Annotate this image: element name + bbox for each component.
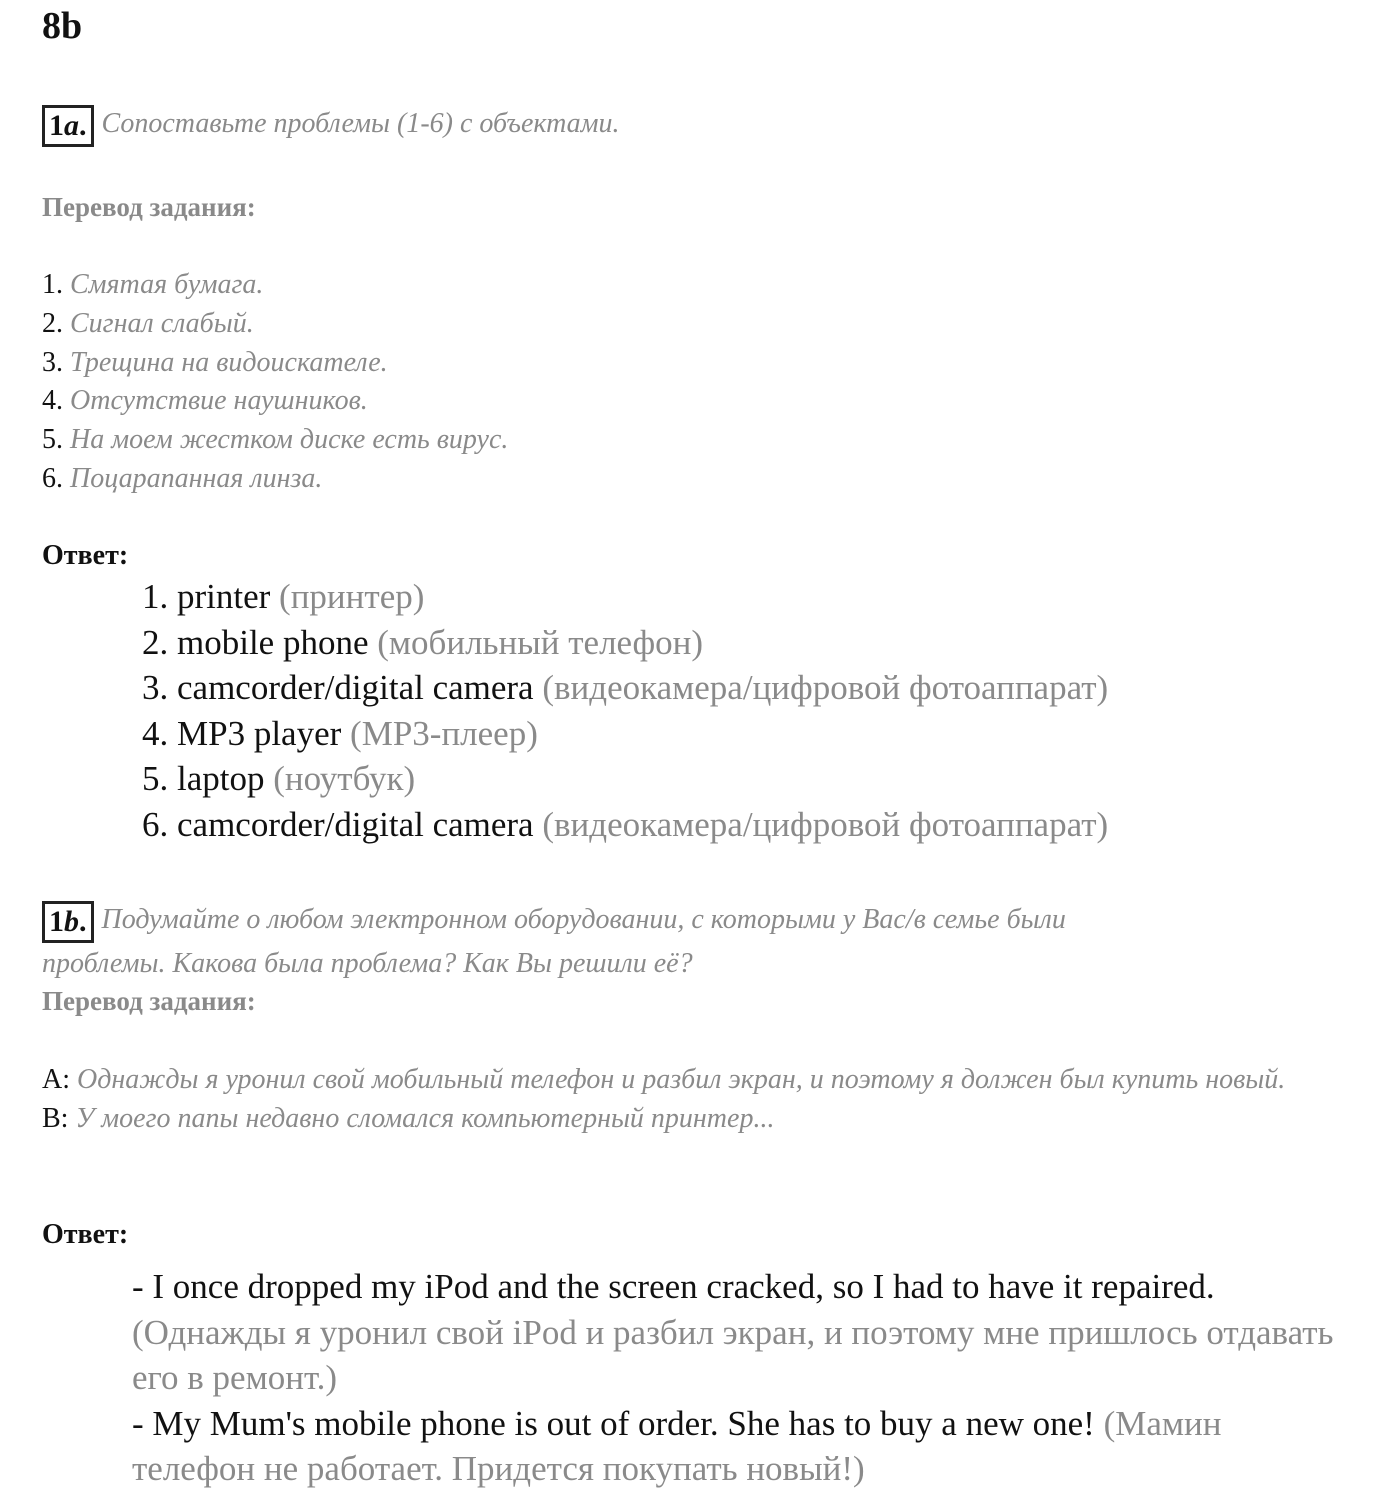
answer-item: 3. camcorder/digital camera (видеокамера/цифровой фотоаппарат) bbox=[142, 668, 1109, 707]
task-1a-items bbox=[42, 266, 508, 499]
list-item: 6. Поцарапанная линза. bbox=[42, 462, 323, 494]
task-1a-badge: 1a. bbox=[42, 105, 94, 147]
task-1a-instruction: Сопоставьте проблемы (1-6) с объектами. bbox=[101, 108, 620, 139]
answer-item: 6. camcorder/digital camera (видеокамера/цифровой фотоаппарат) bbox=[142, 804, 1109, 844]
task-1a-answer-heading: Ответ: bbox=[42, 540, 129, 571]
task-1b-answer-heading: Ответ: bbox=[42, 1219, 129, 1250]
list-item: 4. Отсутствие наушников. bbox=[42, 385, 368, 417]
list-item: 5. На моем жестком диске есть вирус. bbox=[42, 424, 509, 456]
page-title: 8b bbox=[42, 5, 83, 47]
list-item: 3. Трещина на видоискателе. bbox=[42, 346, 388, 378]
task-1b-header bbox=[42, 900, 1362, 943]
answer-item: 1. printer (принтер) bbox=[142, 577, 425, 616]
task-1b-dialog bbox=[42, 1061, 1342, 1138]
task-1b-instruction-line1: Подумайте о любом электронном оборудовании, с которыми у Вас/в семье были bbox=[101, 904, 1066, 935]
answer-item: - My Mum's mobile phone is out of order. She has to buy a new one! (Мамин телефон не работает. Придется покупать новый!) bbox=[132, 1403, 1222, 1488]
answer-item: 5. laptop (ноутбук) bbox=[142, 759, 416, 798]
answer-item: 2. mobile phone (мобильный телефон) bbox=[142, 622, 704, 662]
dialog-line: B: У моего папы недавно сломался компьютерный принтер... bbox=[42, 1102, 775, 1134]
task-1b-badge: 1b. bbox=[42, 901, 94, 943]
answer-item: - I once dropped my iPod and the screen cracked, so I had to have it repaired. (Однажды я уронил свой iPod и разбил экран, и поэтому мне пришлось отдавать его в ремонт.) bbox=[132, 1267, 1334, 1397]
list-item: 2. Сигнал слабый. bbox=[42, 307, 254, 339]
dialog-line: A: Однажды я уронил свой мобильный телефон и разбил экран, и поэтому я должен был купить новый. bbox=[42, 1064, 1286, 1095]
task-1b-instruction-line2: проблемы. Какова была проблема? Как Вы решили её? bbox=[42, 948, 693, 979]
task-1a-header bbox=[42, 104, 620, 147]
task-1a-translation-heading: Перевод задания: bbox=[42, 192, 256, 222]
task-1b-answers bbox=[132, 1264, 1352, 1492]
task-1b-translation-heading: Перевод задания: bbox=[42, 986, 256, 1016]
answer-item: 4. MP3 player (MP3-плеер) bbox=[142, 713, 538, 753]
list-item: 1. Смятая бумага. bbox=[42, 269, 264, 300]
task-1a-answers bbox=[142, 574, 1108, 847]
